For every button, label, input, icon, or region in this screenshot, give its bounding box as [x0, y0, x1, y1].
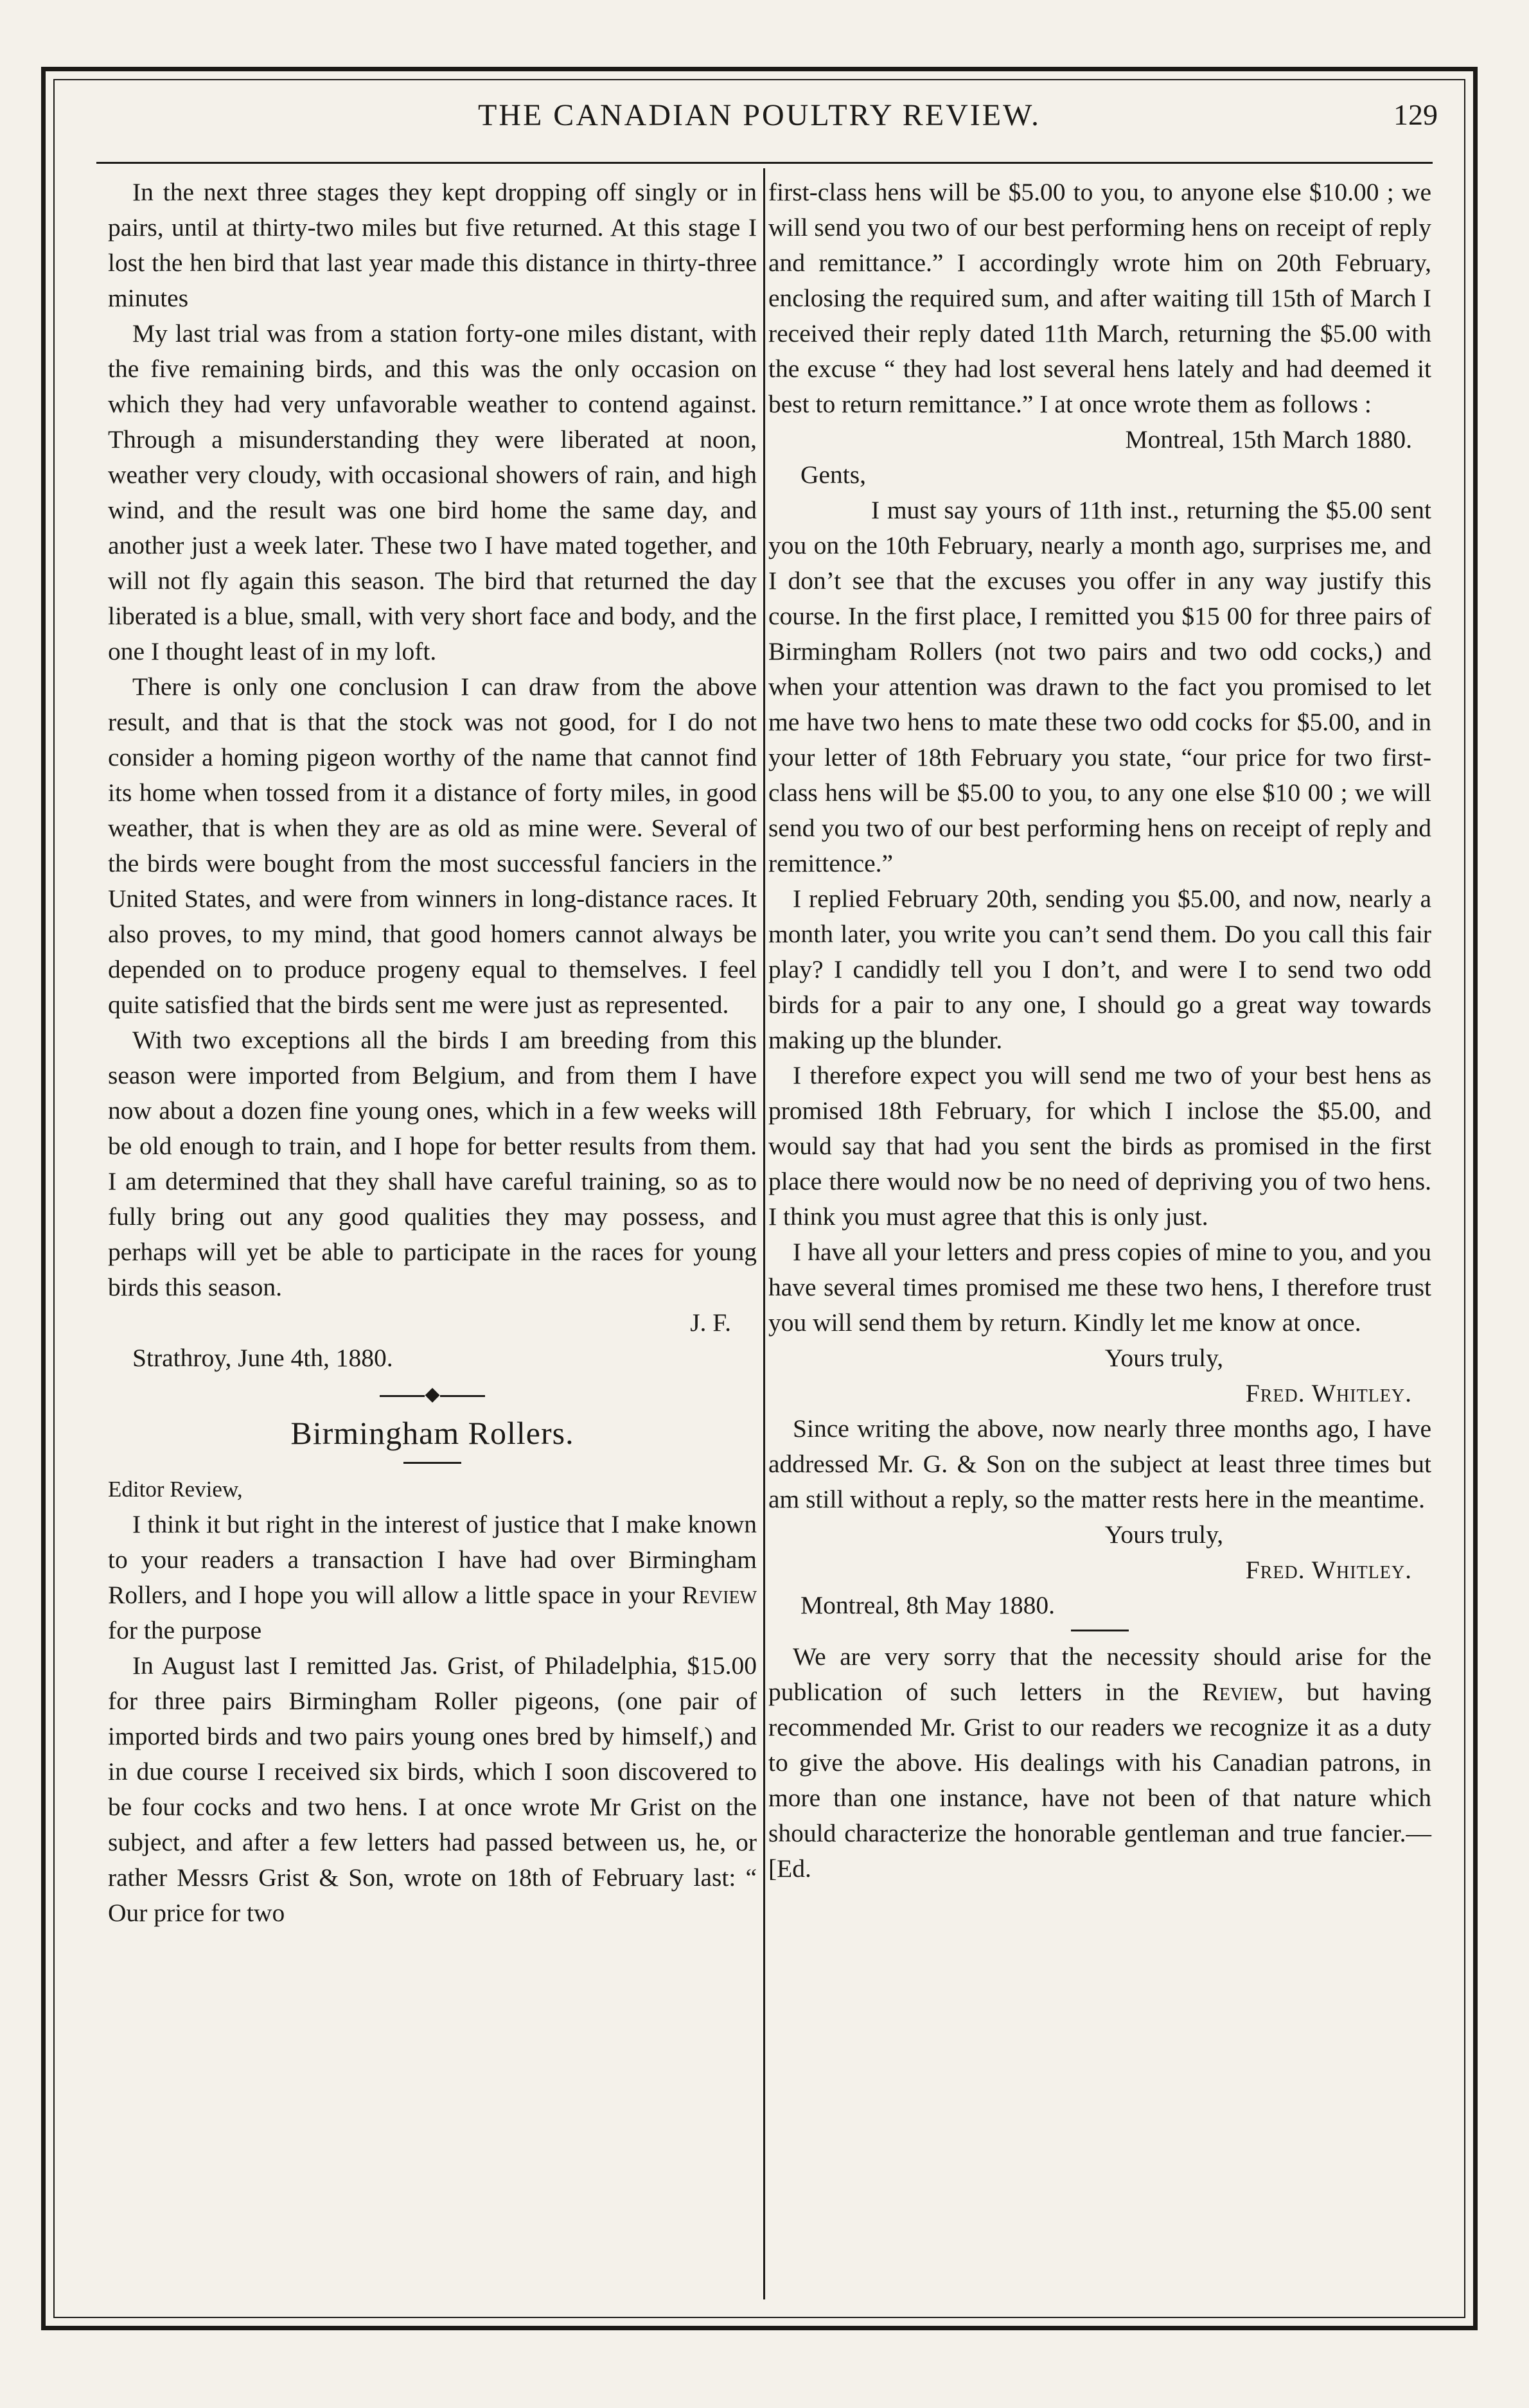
page-number: 129 — [1393, 98, 1438, 131]
publication-title: THE CANADIAN POULTRY REVIEW. — [478, 98, 1041, 132]
article-title: Birmingham Rollers. — [290, 1415, 574, 1451]
section-ornament: ◆ — [108, 1385, 757, 1404]
text-run: I think it but right in the interest of justice that I make known to your readers a transaction I have had over Birmingham Rollers, and I hope you will allow a little space in your — [108, 1510, 757, 1609]
paragraph: I have all your letters and press copies of mine to you, and you have several times promised me these two hens, I therefore trust you will send them by return. Kindly let me know at once. — [768, 1238, 1431, 1337]
paragraph: first-class hens will be $5.00 to you, to anyone else $10.00 ; we will send you two of our best performing hens on receipt of reply and remittance.” I accordingly wrote him on 20th February, enclosing the required sum, and after waiting till 15th of March I received their reply dated 11th March, returning the $5.00 with the excuse “ they had lost several hens lately and had deemed it best to return remittance.” I at once wrote them as follows : — [768, 178, 1431, 418]
dateline: Strathroy, June 4th, 1880. — [132, 1344, 393, 1372]
paragraph: In August last I remitted Jas. Grist, of Philadelphia, $15.00 for three pairs Birmingham Roller pigeons, (one pair of imported birds and two pairs young ones bred by himself,) and in due course I received six birds, which I soon discovered to be four cocks and two hens. I at once wrote Mr Grist on the subject, and after a few letters had passed between us, he, or rather Messrs Grist & Son, wrote on 18th of February last: “ Our price for two — [108, 1651, 757, 1927]
paragraph: I must say yours of 11th inst., returning the $5.00 sent you on the 10th February, nearly a month ago, surprises me, and I don’t see that the excuses you offer in any way justify this course. In the first place, I remitted you $15 00 for three pairs of Birmingham Rollers (not two pairs and two odd cocks,) and when your attention was drawn to the fact you promised to let me have two hens to mate these two odd cocks for $5.00, and in your letter of 18th February you state, “our price for two first-class hens will be $5.00 to you, to any one else $10 00 ; we will send you two of our best performing hens on receipt of reply and remittence.” — [768, 496, 1431, 877]
paragraph: In the next three stages they kept dropping off singly or in pairs, until at thirty-two miles but five returned. At this stage I lost the hen bird that last year made this distance in thirty-three minutes — [108, 178, 757, 312]
review-smallcaps: Review — [1202, 1678, 1277, 1706]
paragraph: I replied February 20th, sending you $5.00, and now, nearly a month later, you write you can’t send them. Do you call this fair play? I candidly tell you I don’t, and were I to send two odd birds for a pair to any one, I should go a great way towards making up the blunder. — [768, 884, 1431, 1054]
paragraph — [108, 1507, 757, 1648]
paragraph: With two exceptions all the birds I am breeding from this season were imported from Belgium, and from them I have now about a dozen fine young ones, which in a few weeks will be old enough to train, and I hope for better results from them. I am determined that they shall have careful training, so as to fully bring out any good qualities they may possess, and perhaps will yet be able to participate in the races for young birds this season. — [108, 1026, 757, 1301]
text-run: , but having recommended Mr. Grist to our readers we recognize it as a duty to give the above. His dealings with his Canadian patrons, in more than one instance, have not been of that nature which should characterize the honorable gentleman and true fancier.—[Ed. — [768, 1678, 1432, 1883]
signature: Fred. Whitley. — [1245, 1379, 1412, 1407]
title-rule — [403, 1462, 461, 1464]
header-rule — [96, 162, 1433, 164]
letter-date: Montreal, 15th March 1880. — [1125, 425, 1412, 453]
left-column — [108, 175, 757, 1931]
closing: Yours truly, — [1104, 1520, 1224, 1549]
text-run: for the purpose — [108, 1616, 262, 1644]
dateline: Montreal, 8th May 1880. — [800, 1591, 1056, 1619]
running-head — [49, 89, 1470, 146]
author-initials: J. F. — [690, 1308, 731, 1337]
review-smallcaps: Review — [682, 1581, 757, 1609]
salutation: Editor Review, — [108, 1477, 243, 1502]
closing: Yours truly, — [1104, 1344, 1224, 1372]
paragraph: There is only one conclusion I can draw from the above result, and that is that the stock was not good, for I do not consider a homing pigeon worthy of the name that cannot find its home when tossed from it a distance of forty miles, in good weather, that is when they are as old as mine were. Several of the birds were bought from the most successful fanciers in the United States, and were from winners in long-distance races. It also proves, to my mind, that good homers cannot always be depended on to produce progeny equal to themselves. I feel quite satisfied that the birds sent me were just as represented. — [108, 672, 757, 1019]
text-run: We are very sorry that the necessity should arise for the publication of such letters in the — [768, 1642, 1431, 1706]
section-rule — [1071, 1630, 1129, 1631]
signature: Fred. Whitley. — [1245, 1556, 1412, 1584]
letter-salutation: Gents, — [800, 461, 867, 489]
paragraph: Since writing the above, now nearly three months ago, I have addressed Mr. G. & Son on the subject at least three times but am still without a reply, so the matter rests here in the meantime. — [768, 1414, 1431, 1513]
paragraph: My last trial was from a station forty-one miles distant, with the five remaining birds, and this was the only occasion on which they had very unfavorable weather to contend against. Through a misunderstanding they were liberated at noon, weather very cloudy, with occasional showers of rain, and high wind, and the result was one bird home the same day, and another just a week later. These two I have mated together, and will not fly again this season. The bird that returned the day liberated is a blue, small, with very short face and body, and the one I thought least of in my loft. — [108, 319, 757, 665]
editor-note — [768, 1639, 1431, 1886]
right-column — [768, 175, 1431, 1886]
column-divider — [763, 168, 765, 2299]
paragraph: I therefore expect you will send me two of your best hens as promised 18th February, for which I inclose the $5.00, and would say that had you sent the birds as promised in the first place there would now be no need of depriving you of two hens. I think you must agree that this is only just. — [768, 1061, 1431, 1231]
